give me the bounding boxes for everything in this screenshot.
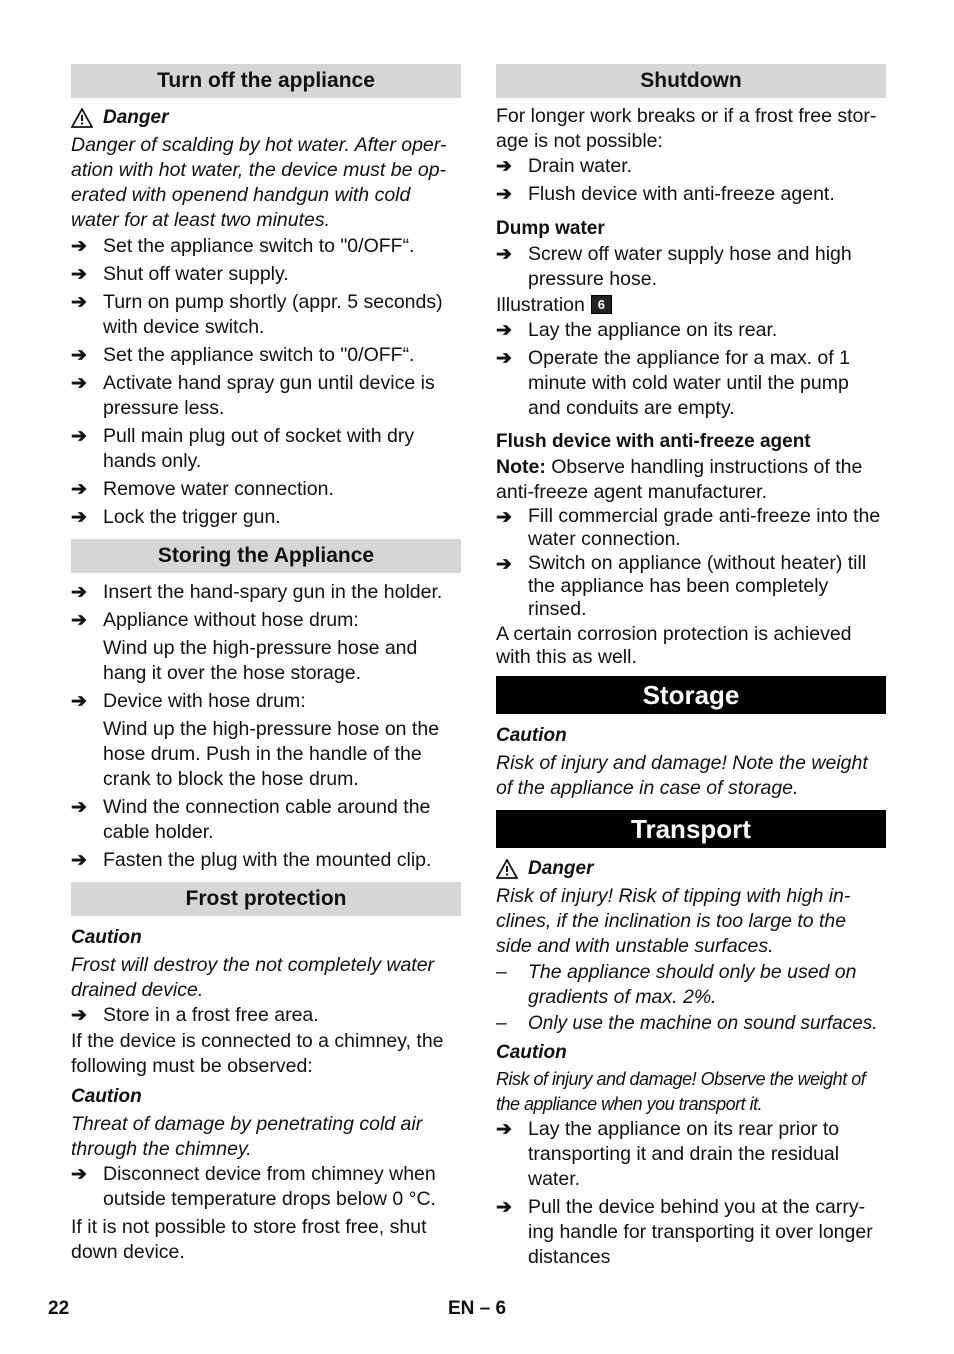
note: Note: Observe handling instructions of the anti-freeze agent manufacturer. — [496, 456, 863, 503]
paragraph: If it is not possible to store frost free, shut down device. — [71, 1216, 427, 1263]
arrow-icon: ➔ — [71, 610, 87, 631]
arrow-icon: ➔ — [496, 1119, 512, 1140]
step-item: ➔ Insert the hand-spary gun in the holder. — [71, 581, 443, 603]
arrow-icon: ➔ — [71, 850, 87, 871]
danger-label: Danger — [496, 858, 886, 880]
step-item: ➔ Activate hand spray gun until device is pressure less. — [71, 372, 435, 419]
arrow-icon: ➔ — [71, 1164, 87, 1185]
step-item: ➔ Screw off water supply hose and high pressure hose. — [496, 243, 852, 290]
arrow-icon: ➔ — [71, 292, 87, 313]
danger-text: Risk of injury! Risk of tipping with high in-clines, if the inclination is too large to the side and with unstable surfaces. — [496, 885, 851, 957]
section-header-shutdown: Shutdown — [496, 64, 886, 98]
arrow-icon: ➔ — [496, 507, 512, 528]
arrow-icon: ➔ — [71, 479, 87, 500]
step-item: ➔ Lay the appliance on its rear prior to transporting it and drain the residual water. — [496, 1118, 840, 1190]
right-column — [496, 64, 886, 1270]
subheading-flush: Flush device with anti-freeze agent — [496, 431, 811, 452]
arrow-icon: ➔ — [496, 156, 512, 177]
arrow-icon: ➔ — [71, 345, 87, 366]
section-page-label: EN – 6 — [448, 1298, 507, 1319]
caution-text: Frost will destroy the not completely water drained device. — [71, 954, 435, 1001]
warning-triangle-icon — [71, 108, 93, 128]
left-column — [71, 64, 461, 1265]
step-item: ➔ Set the appliance switch to "0/OFF“. — [71, 344, 415, 366]
dash-item: – The appliance should only be used on gradients of max. 2%. — [496, 961, 857, 1008]
step-item: ➔ Disconnect device from chimney when outside temperature drops below 0 °C. — [71, 1163, 436, 1210]
step-item: ➔ Pull main plug out of socket with dry hands only. — [71, 425, 415, 472]
step-item: ➔ Switch on appliance (without heater) till the appliance has been completely rinsed. — [496, 552, 867, 620]
step-item: ➔ Appliance without hose drum: — [71, 609, 359, 631]
step-item: ➔ Fill commercial grade anti-freeze into the water connection. — [496, 505, 881, 550]
arrow-icon: ➔ — [496, 320, 512, 341]
warning-triangle-icon — [496, 859, 518, 879]
arrow-icon: ➔ — [71, 797, 87, 818]
arrow-icon: ➔ — [71, 691, 87, 712]
caution-text: Risk of injury and damage! Observe the weight of the appliance when you transport it. — [496, 1069, 866, 1114]
caution-label: Caution — [496, 1042, 567, 1063]
arrow-icon: ➔ — [496, 184, 512, 205]
dash-item: – Only use the machine on sound surfaces. — [496, 1012, 878, 1034]
section-header-storing: Storing the Appliance — [71, 539, 461, 573]
danger-text: Danger of scalding by hot water. After oper-ation with hot water, the device must be op-erated with openend handgun with cold water for at least two minutes. — [71, 134, 447, 231]
dash-bullet: – — [496, 1012, 507, 1034]
step-item: ➔ Lock the trigger gun. — [71, 506, 281, 528]
step-item: ➔ Fasten the plug with the mounted clip. — [71, 849, 432, 871]
arrow-icon: ➔ — [71, 582, 87, 603]
arrow-icon: ➔ — [71, 426, 87, 447]
step-item: ➔ Turn on pump shortly (appr. 5 seconds) with device switch. — [71, 291, 443, 338]
arrow-icon: ➔ — [71, 507, 87, 528]
danger-label: Danger — [71, 107, 461, 129]
dash-bullet: – — [496, 961, 507, 983]
caution-label: Caution — [496, 725, 567, 746]
step-item: ➔ Set the appliance switch to "0/OFF“. — [71, 235, 415, 257]
illustration-ref: Illustration 6 — [496, 293, 886, 318]
paragraph: For longer work breaks or if a frost free stor-age is not possible: — [496, 105, 877, 152]
section-header-turn-off: Turn off the appliance — [71, 64, 461, 98]
arrow-icon: ➔ — [71, 264, 87, 285]
step-item: ➔ Lay the appliance on its rear. — [496, 319, 778, 341]
step-item: ➔ Remove water connection. — [71, 478, 334, 500]
step-item: ➔ Operate the appliance for a max. of 1 minute with cold water until the pump and conduits are empty. — [496, 347, 850, 419]
section-header-transport: Transport — [496, 810, 886, 848]
illustration-number-badge: 6 — [591, 295, 612, 314]
caution-label: Caution — [71, 927, 142, 948]
step-item: ➔ Pull the device behind you at the carry-ing handle for transporting it over longer distances — [496, 1196, 873, 1268]
step-item: ➔ Flush device with anti-freeze agent. — [496, 183, 835, 205]
caution-text: Threat of damage by penetrating cold air through the chimney. — [71, 1113, 423, 1160]
arrow-icon: ➔ — [496, 348, 512, 369]
arrow-icon: ➔ — [71, 373, 87, 394]
step-item: ➔ Drain water. — [496, 155, 633, 177]
section-header-frost: Frost protection — [71, 882, 461, 916]
step-detail: Wind up the high-pressure hose and hang it over the hose storage. — [103, 637, 418, 684]
paragraph: If the device is connected to a chimney, the following must be observed: — [71, 1030, 444, 1077]
section-header-storage: Storage — [496, 676, 886, 714]
step-detail: Wind up the high-pressure hose on the hose drum. Push in the handle of the crank to block the hose drum. — [103, 718, 440, 790]
arrow-icon: ➔ — [496, 554, 512, 575]
step-item: ➔ Shut off water supply. — [71, 263, 289, 285]
arrow-icon: ➔ — [496, 1197, 512, 1218]
subheading-dump-water: Dump water — [496, 218, 605, 239]
caution-text: Risk of injury and damage! Note the weight of the appliance in case of storage. — [496, 752, 868, 799]
step-item: ➔ Wind the connection cable around the cable holder. — [71, 796, 431, 843]
step-item: ➔ Device with hose drum: — [71, 690, 306, 712]
arrow-icon: ➔ — [71, 236, 87, 257]
page-number: 22 — [48, 1298, 70, 1319]
caution-label: Caution — [71, 1086, 142, 1107]
step-item: ➔ Store in a frost free area. — [71, 1004, 319, 1026]
arrow-icon: ➔ — [71, 1005, 87, 1026]
paragraph: A certain corrosion protection is achieved with this as well. — [496, 623, 852, 668]
arrow-icon: ➔ — [496, 244, 512, 265]
